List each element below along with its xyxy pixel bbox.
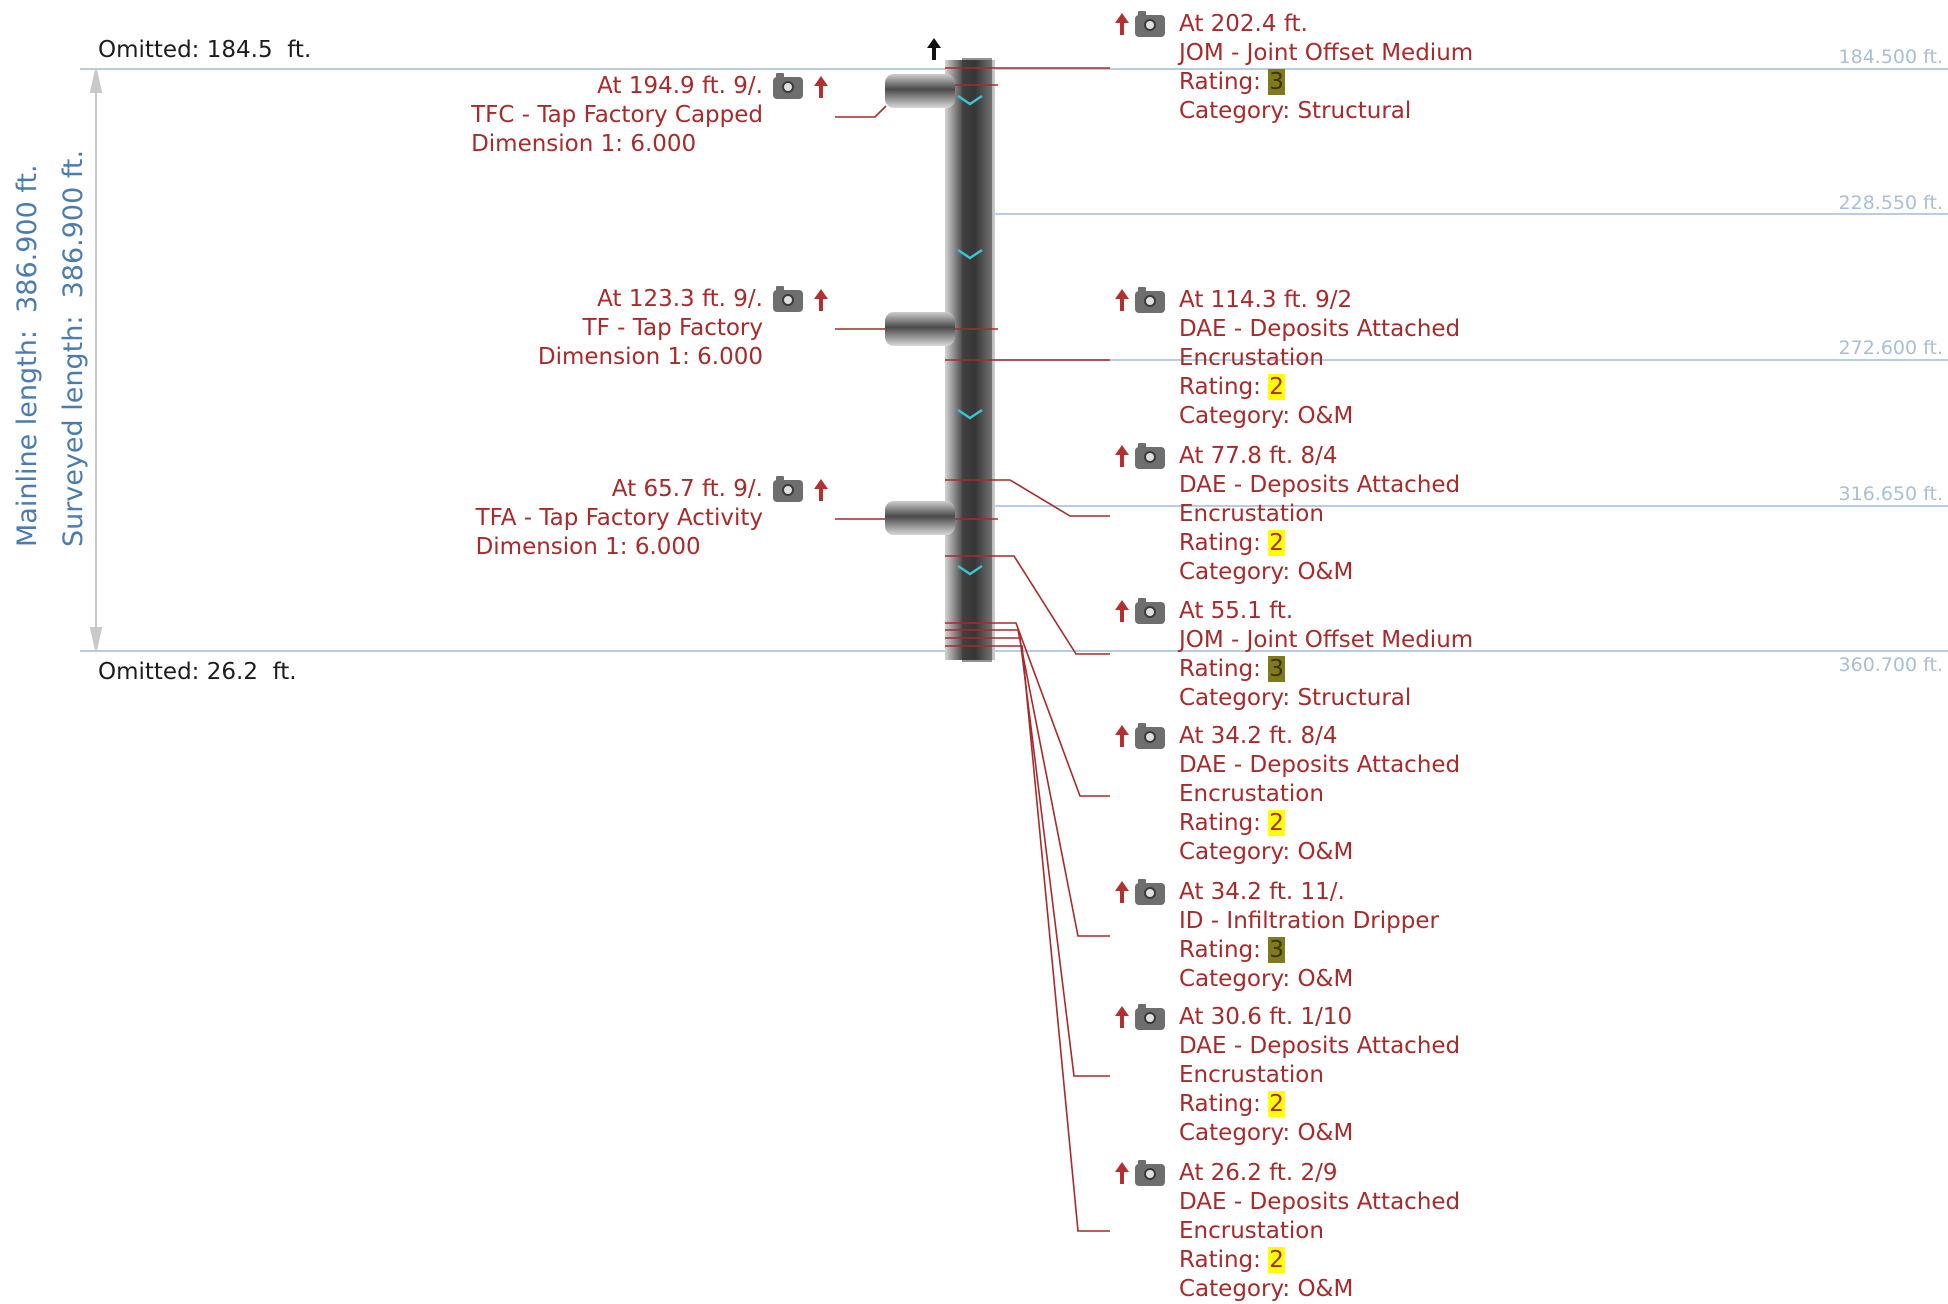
tap-observation-dimension: Dimension 1: 6.000: [537, 344, 763, 370]
arrow-up-icon: [814, 289, 828, 311]
arrow-up-icon: [814, 479, 828, 501]
observation-code: DAE - Deposits Attached: [1179, 752, 1461, 778]
observation-position: At 26.2 ft. 2/9: [1179, 1160, 1338, 1186]
arrow-up-icon: [1115, 600, 1129, 622]
rating-value-badge: 2: [1269, 810, 1284, 836]
observation-rating: [1179, 1246, 1460, 1275]
rating-label: Rating:: [1179, 374, 1261, 400]
rating-label: Rating:: [1179, 69, 1261, 95]
camera-icon[interactable]: [773, 77, 803, 99]
arrow-up-icon: [1115, 725, 1129, 747]
tap-observation-code: TFC - Tap Factory Capped: [471, 102, 763, 128]
observation-block[interactable]: [1179, 878, 1439, 994]
tap-observation-position: At 194.9 ft. 9/.: [597, 73, 763, 99]
tap-top: [885, 74, 955, 108]
omitted-top-label: Omitted: 184.5 ft.: [98, 37, 312, 63]
arrow-up-icon: [1115, 445, 1129, 467]
observation-block[interactable]: [1179, 286, 1460, 431]
observation-position: At 202.4 ft.: [1179, 11, 1308, 37]
observation-code: DAE - Deposits Attached: [1179, 1189, 1461, 1215]
camera-icon[interactable]: [1135, 15, 1165, 37]
tap-observation-dimension: Dimension 1: 6.000: [471, 131, 697, 157]
rating-value-badge: 2: [1269, 374, 1284, 400]
rating-value-badge: 2: [1269, 1247, 1284, 1273]
flow-direction-arrow-icon: [927, 38, 941, 60]
rating-label: Rating:: [1179, 1091, 1261, 1117]
camera-icon[interactable]: [1135, 291, 1165, 313]
observation-category: Category: O&M: [1179, 839, 1354, 865]
rating-value-badge: 3: [1269, 656, 1284, 682]
observation-code-continued: Encrustation: [1179, 1218, 1324, 1244]
arrow-up-icon: [1115, 289, 1129, 311]
observation-code: DAE - Deposits Attached: [1179, 472, 1461, 498]
observation-block[interactable]: [1179, 597, 1473, 713]
tap-observation-position: At 65.7 ft. 9/.: [611, 476, 763, 502]
observation-rating: [1179, 373, 1460, 402]
observation-code: JOM - Joint Offset Medium: [1179, 40, 1474, 66]
tap-observation[interactable]: [538, 285, 763, 372]
rating-label: Rating:: [1179, 530, 1261, 556]
tap-observation[interactable]: [476, 475, 763, 562]
omitted-bottom-label: Omitted: 26.2 ft.: [98, 659, 297, 685]
camera-icon[interactable]: [1135, 1164, 1165, 1186]
observation-block[interactable]: [1179, 1159, 1460, 1304]
observation-category: Category: Structural: [1179, 685, 1412, 711]
observation-position: At 34.2 ft. 8/4: [1179, 723, 1338, 749]
observation-block[interactable]: [1179, 722, 1460, 867]
observation-category: Category: O&M: [1179, 1276, 1354, 1302]
depth-mark: 316.650 ft.: [1838, 483, 1943, 505]
observation-code: JOM - Joint Offset Medium: [1179, 627, 1474, 653]
observation-position: At 77.8 ft. 8/4: [1179, 443, 1338, 469]
observation-code-continued: Encrustation: [1179, 345, 1324, 371]
observation-rating: [1179, 529, 1460, 558]
camera-icon[interactable]: [1135, 1008, 1165, 1030]
observation-category: Category: O&M: [1179, 1120, 1354, 1146]
rating-value-badge: 3: [1269, 69, 1284, 95]
rating-value-badge: 3: [1269, 937, 1284, 963]
camera-icon[interactable]: [1135, 602, 1165, 624]
arrow-up-icon: [1115, 1006, 1129, 1028]
camera-icon[interactable]: [1135, 727, 1165, 749]
tap-bottom: [885, 501, 955, 535]
observation-code: DAE - Deposits Attached: [1179, 1033, 1461, 1059]
tap-observation-dimension: Dimension 1: 6.000: [475, 534, 701, 560]
surveyed-length-label: Surveyed length: 386.900 ft.: [58, 149, 89, 547]
observation-block[interactable]: [1179, 10, 1473, 126]
observation-category: Category: Structural: [1179, 98, 1412, 124]
depth-mark: 228.550 ft.: [1838, 192, 1943, 214]
mainline-length-label: Mainline length: 386.900 ft.: [12, 164, 43, 547]
camera-icon[interactable]: [773, 480, 803, 502]
tap-observation[interactable]: [471, 72, 763, 159]
arrow-up-icon: [814, 76, 828, 98]
observation-block[interactable]: [1179, 442, 1460, 587]
rating-value-badge: 2: [1269, 1091, 1284, 1117]
camera-icon[interactable]: [1135, 447, 1165, 469]
observation-position: At 30.6 ft. 1/10: [1179, 1004, 1353, 1030]
camera-icon[interactable]: [1135, 883, 1165, 905]
rating-label: Rating:: [1179, 1247, 1261, 1273]
tap-middle: [885, 312, 955, 346]
rating-value-badge: 2: [1269, 530, 1284, 556]
observation-category: Category: O&M: [1179, 403, 1354, 429]
observation-category: Category: O&M: [1179, 966, 1354, 992]
observation-rating: [1179, 1090, 1460, 1119]
observation-code-continued: Encrustation: [1179, 501, 1324, 527]
observation-rating: [1179, 809, 1460, 838]
tap-observation-code: TFA - Tap Factory Activity: [475, 505, 763, 531]
observation-position: At 55.1 ft.: [1179, 598, 1294, 624]
length-dimension-line: [91, 70, 101, 650]
observation-code: DAE - Deposits Attached: [1179, 316, 1461, 342]
tap-observation-code: TF - Tap Factory: [582, 315, 763, 341]
rating-label: Rating:: [1179, 937, 1261, 963]
rating-label: Rating:: [1179, 810, 1261, 836]
tap-observation-position: At 123.3 ft. 9/.: [597, 286, 763, 312]
rating-label: Rating:: [1179, 656, 1261, 682]
arrow-up-icon: [1115, 1162, 1129, 1184]
observation-block[interactable]: [1179, 1003, 1460, 1148]
depth-mark: 272.600 ft.: [1838, 337, 1943, 359]
observation-rating: [1179, 68, 1473, 97]
observation-rating: [1179, 936, 1439, 965]
observation-code-continued: Encrustation: [1179, 781, 1324, 807]
observation-rating: [1179, 655, 1473, 684]
depth-mark: 184.500 ft.: [1838, 46, 1943, 68]
depth-mark: 360.700 ft.: [1838, 654, 1943, 676]
observation-code-continued: Encrustation: [1179, 1062, 1324, 1088]
observation-code: ID - Infiltration Dripper: [1179, 908, 1439, 934]
arrow-up-icon: [1115, 13, 1129, 35]
camera-icon[interactable]: [773, 290, 803, 312]
observation-position: At 114.3 ft. 9/2: [1179, 287, 1353, 313]
observation-position: At 34.2 ft. 11/.: [1179, 879, 1345, 905]
arrow-up-icon: [1115, 881, 1129, 903]
observation-category: Category: O&M: [1179, 559, 1354, 585]
